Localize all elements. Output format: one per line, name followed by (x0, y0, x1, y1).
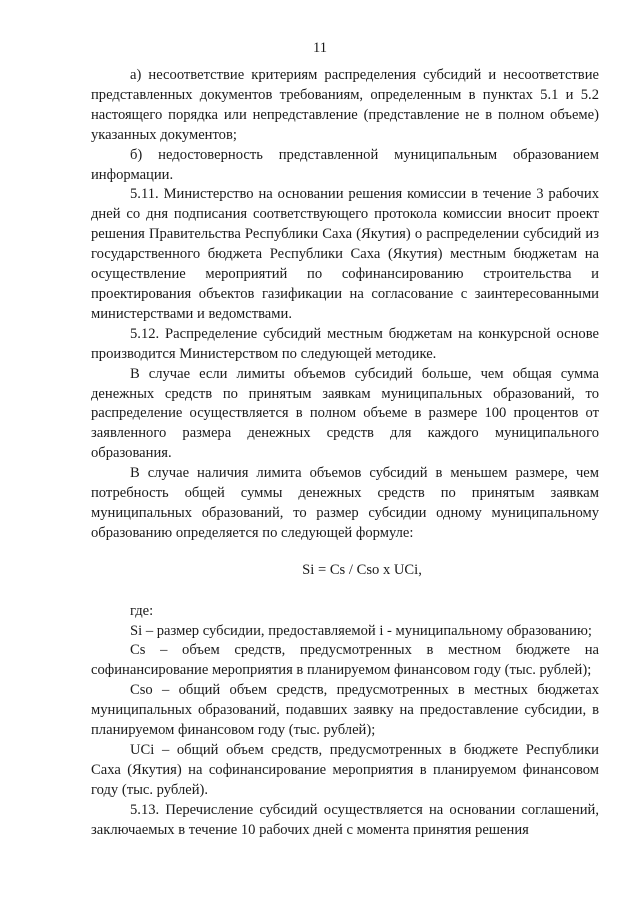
definition-cs: Cs – объем средств, предусмотренных в местном бюджете на софинансирование мероприятия в планируемом финансовом году (тыс. рублей); (91, 642, 599, 679)
paragraph-5-11: 5.11. Министерство на основании решения комиссии в течение 3 рабочих дней со дня подписания соответствующего протокола комиссии вносит проект решения Правительства Республики Саха (Якутия) о распределении субсидий из государственного бюджета Республики Саха (Якутия) местным бюджетам на осуществление мероприятий по софинансированию строительства и проектирования объектов газификации на согласование с заинтересованными министерствами и ведомствами. (91, 186, 599, 322)
paragraph-item-a: а) несоответствие критериям распределения субсидий и несоответствие представленных документов требованиям, определенным в пунктах 5.1 и 5.2 настоящего порядка или непредставление (представление не в полном объеме) указанных документов; (91, 67, 599, 143)
definition-si: Si – размер субсидии, предоставляемой i - муниципальному образованию; (130, 622, 592, 639)
definition-uci: UCi – общий объем средств, предусмотренных в бюджете Республики Саха (Якутия) на софинансирование мероприятия в планируемом финансовом году (тыс. рублей). (91, 742, 599, 798)
subsidy-formula: Si = Cs / Cso x UCi, (302, 561, 422, 578)
paragraph-item-b: б) недостоверность представленной муниципальным образованием информации. (91, 146, 599, 183)
where-label: где: (130, 602, 154, 619)
paragraph-full-distribution: В случае если лимиты объемов субсидий больше, чем общая сумма денежных средств по принятым заявкам муниципальных образований, то распределение осуществляется в полном объеме в размере 100 процентов от заявленного размера денежных средств для каждого муниципального образования. (91, 365, 599, 462)
paragraph-5-12: 5.12. Распределение субсидий местным бюджетам на конкурсной основе производится Министерством по следующей методике. (91, 325, 599, 362)
page-number: 11 (313, 40, 327, 56)
paragraph-5-13: 5.13. Перечисление субсидий осуществляется на основании соглашений, заключаемых в течение 10 рабочих дней с момента принятия решения (91, 801, 599, 838)
definition-cso: Cso – общий объем средств, предусмотренных в местных бюджетах муниципальных образований, подавших заявку на предоставление субсидии, в планируемом финансовом году (тыс. рублей); (91, 682, 599, 739)
paragraph-limited-distribution: В случае наличия лимита объемов субсидий в меньшем размере, чем потребность общей суммы денежных средств по принятым заявкам муниципальных образований, то размер субсидии одному муниципальному образованию определяется по следующей формуле: (91, 465, 599, 541)
document-body (91, 66, 599, 841)
